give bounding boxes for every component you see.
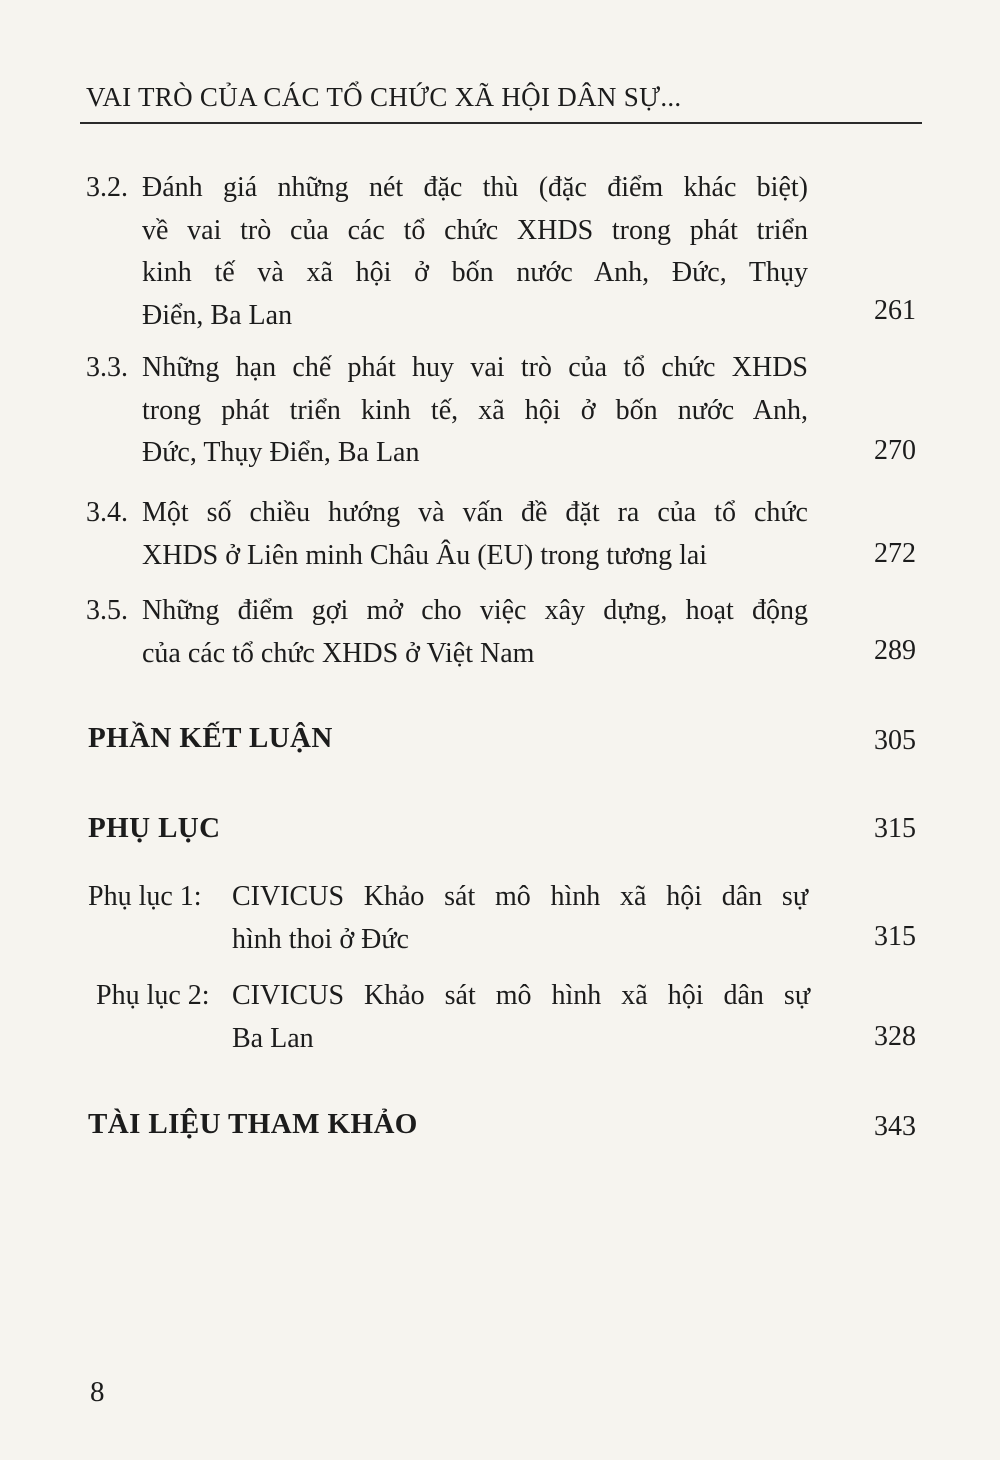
toc-entry-line: XHDS ở Liên minh Châu Âu (EU) trong tương lai	[142, 539, 708, 571]
appendix-item-line: CIVICUS Khảo sát mô hình xã hội dân sự	[232, 980, 810, 1011]
toc-entry-page: 272	[874, 538, 916, 569]
toc-entry-3-2	[86, 167, 808, 337]
toc-entry-number: 3.3.	[86, 352, 128, 383]
appendix-item-line: hình thoi ở Đức	[232, 923, 409, 955]
header-rule	[80, 122, 922, 124]
toc-entry-line: Điển, Ba Lan	[142, 299, 293, 331]
toc-entry-page: 261	[874, 295, 916, 326]
section-appendix-title: PHỤ LỤC	[88, 812, 221, 844]
toc-entry-number: 3.5.	[86, 595, 128, 626]
running-header: VAI TRÒ CỦA CÁC TỔ CHỨC XÃ HỘI DÂN SỰ...	[86, 82, 682, 112]
toc-entry-page: 270	[874, 435, 916, 466]
appendix-item-2	[96, 975, 810, 1061]
toc-entry-line: Một số chiều hướng và vấn đề đặt ra của tổ chức	[142, 497, 808, 528]
appendix-item-line: Ba Lan	[232, 1022, 314, 1054]
toc-entry-line: của các tổ chức XHDS ở Việt Nam	[142, 637, 535, 669]
toc-entry-line: Đức, Thụy Điển, Ba Lan	[142, 437, 420, 468]
section-references-page: 343	[874, 1111, 916, 1142]
toc-entry-3-3	[86, 347, 808, 475]
toc-entry-line: Những điểm gợi mở cho việc xây dựng, hoạt động	[142, 595, 808, 626]
toc-entry-line: trong phát triển kinh tế, xã hội ở bốn nước Anh,	[142, 394, 808, 426]
section-references-title: TÀI LIỆU THAM KHẢO	[88, 1108, 418, 1140]
toc-entry-line: Đánh giá những nét đặc thù (đặc điểm khác biệt)	[142, 172, 808, 203]
appendix-item-1	[88, 876, 810, 962]
page-number: 8	[90, 1376, 105, 1408]
appendix-item-label: Phụ lục 1:	[88, 881, 202, 912]
appendix-item-line: CIVICUS Khảo sát mô hình xã hội dân sự	[232, 881, 808, 912]
toc-entry-3-5	[86, 590, 808, 676]
section-conclusion-page: 305	[874, 725, 916, 756]
section-conclusion-title: PHẦN KẾT LUẬN	[88, 722, 333, 754]
toc-entry-number: 3.4.	[86, 497, 128, 528]
appendix-item-page: 328	[874, 1021, 916, 1052]
toc-entry-line: Những hạn chế phát huy vai trò của tổ chức XHDS	[142, 352, 808, 383]
toc-entry-line: kinh tế và xã hội ở bốn nước Anh, Đức, Thụy	[142, 257, 808, 288]
toc-entry-number: 3.2.	[86, 172, 128, 203]
toc-entry-line: về vai trò của các tổ chức XHDS trong phát triển	[142, 214, 808, 246]
toc-entry-page: 289	[874, 635, 916, 666]
appendix-item-label: Phụ lục 2:	[96, 980, 210, 1011]
appendix-item-page: 315	[874, 921, 916, 952]
section-appendix-page: 315	[874, 813, 916, 844]
toc-entry-3-4	[86, 492, 808, 578]
